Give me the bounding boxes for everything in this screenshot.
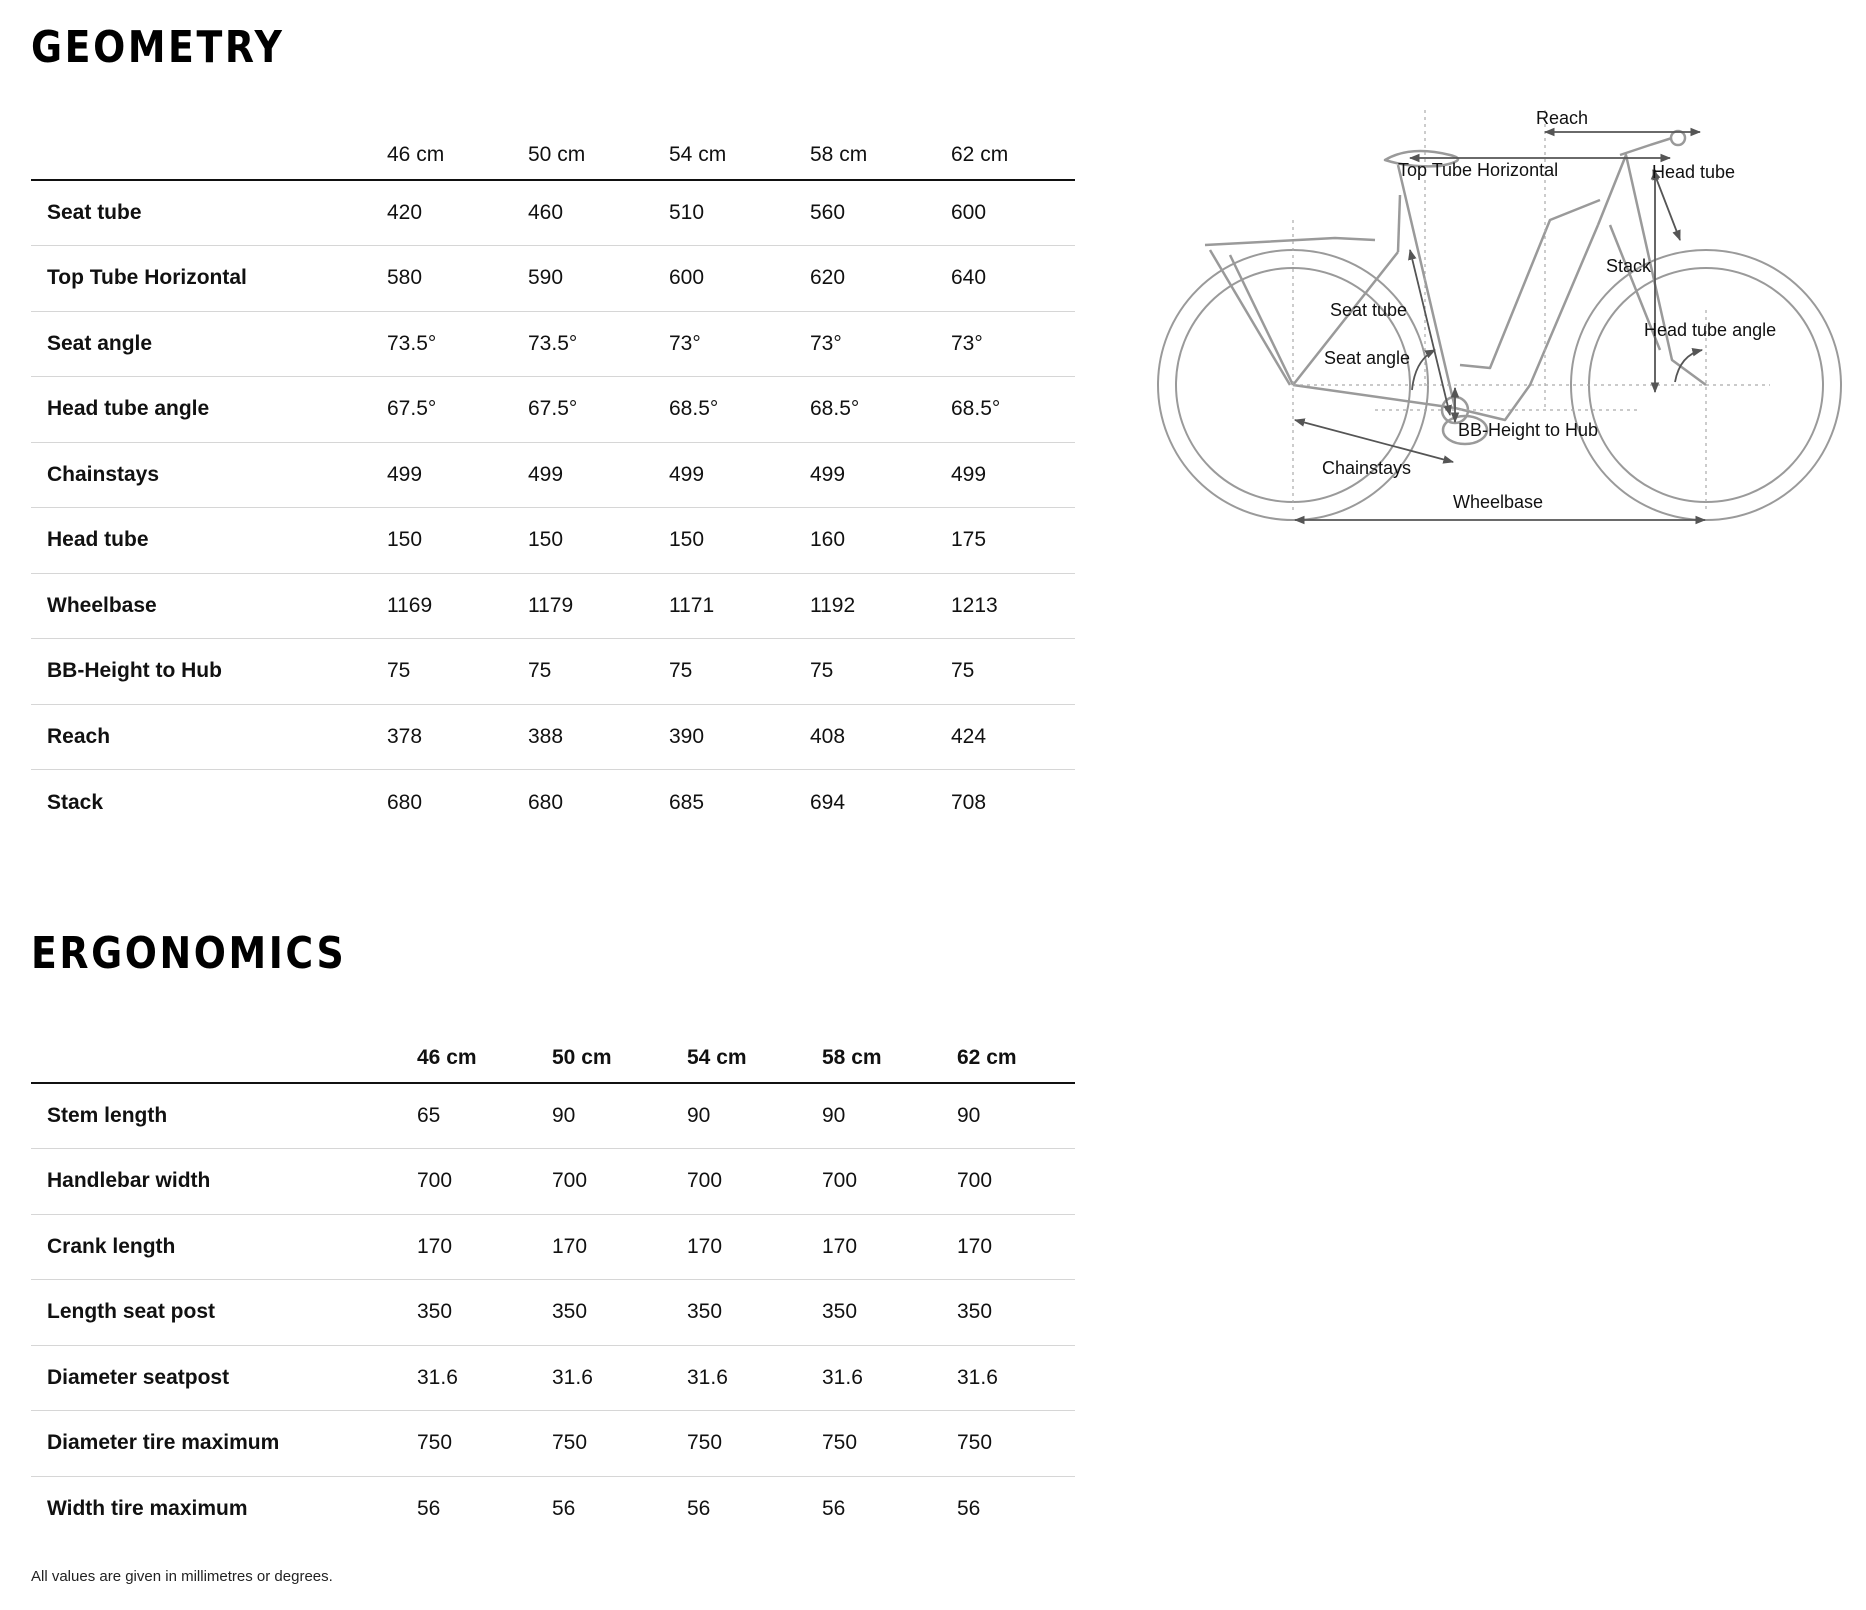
ergonomics-cell: 700	[552, 1149, 687, 1215]
ergonomics-row-label: Stem length	[31, 1083, 417, 1149]
ergonomics-cell: 350	[822, 1280, 957, 1346]
geometry-cell: 73°	[951, 311, 1075, 377]
geometry-row	[31, 704, 1075, 770]
ergonomics-cell: 350	[957, 1280, 1075, 1346]
geometry-row-label: Wheelbase	[31, 573, 387, 639]
geometry-cell: 67.5°	[528, 377, 669, 443]
geometry-cell: 1169	[387, 573, 528, 639]
ergonomics-col-54: 54 cm	[687, 1018, 822, 1083]
ergonomics-cell: 170	[957, 1214, 1075, 1280]
geometry-cell: 75	[810, 639, 951, 705]
geometry-header-row	[31, 115, 1075, 180]
geometry-cell: 73.5°	[528, 311, 669, 377]
geometry-cell: 499	[810, 442, 951, 508]
geometry-cell: 75	[387, 639, 528, 705]
geometry-cell: 73.5°	[387, 311, 528, 377]
ergonomics-col-62: 62 cm	[957, 1018, 1075, 1083]
diagram-label-bb-height: BB-Height to Hub	[1458, 420, 1599, 440]
geometry-row-label: Head tube angle	[31, 377, 387, 443]
geometry-row	[31, 639, 1075, 705]
ergonomics-cell: 56	[552, 1497, 576, 1520]
geometry-col-50: 50 cm	[528, 115, 669, 180]
ergonomics-cell: 31.6	[687, 1345, 822, 1411]
geometry-row-label: Head tube	[31, 508, 387, 574]
ergonomics-row-label: Width tire maximum	[47, 1497, 248, 1520]
ergonomics-cell: 56	[687, 1497, 711, 1520]
geometry-cell: 390	[669, 704, 810, 770]
geometry-cell: 150	[669, 508, 810, 574]
geometry-cell: 160	[810, 508, 951, 574]
ergonomics-cell: 170	[822, 1214, 957, 1280]
geometry-cell: 694	[810, 790, 846, 814]
geometry-cell: 499	[387, 442, 528, 508]
ergonomics-cell: 700	[822, 1149, 957, 1215]
geometry-row-label: Seat tube	[31, 180, 387, 246]
geometry-row-label: Reach	[31, 704, 387, 770]
ergonomics-row	[31, 1345, 1075, 1411]
geometry-cell: 499	[951, 442, 1075, 508]
geometry-cell: 73°	[810, 311, 951, 377]
geometry-cell: 175	[951, 508, 1075, 574]
ergonomics-cell: 170	[687, 1214, 822, 1280]
geometry-cell: 1179	[528, 573, 669, 639]
ergonomics-cell: 750	[552, 1411, 687, 1477]
ergonomics-cell: 90	[687, 1083, 822, 1149]
ergonomics-cell: 350	[552, 1280, 687, 1346]
geometry-cell: 420	[387, 180, 528, 246]
ergonomics-cell: 350	[417, 1280, 552, 1346]
geometry-row	[31, 573, 1075, 639]
geometry-cell: 378	[387, 704, 528, 770]
ergonomics-col-46: 46 cm	[417, 1018, 552, 1083]
geometry-row-label: Chainstays	[31, 442, 387, 508]
geometry-cell: 685	[669, 790, 705, 814]
diagram-label-head-tube-angle: Head tube angle	[1644, 320, 1777, 340]
ergonomics-row	[31, 1214, 1075, 1280]
ergonomics-title: ERGONOMICS	[31, 928, 347, 979]
geometry-cell: 499	[528, 442, 669, 508]
geometry-cell: 680	[387, 790, 423, 814]
ergonomics-cell: 90	[822, 1083, 957, 1149]
geometry-cell: 590	[528, 246, 669, 312]
ergonomics-row	[31, 1411, 1075, 1477]
ergonomics-cell: 700	[957, 1149, 1075, 1215]
diagram-label-wheelbase: Wheelbase	[1453, 492, 1544, 512]
ergonomics-row-label: Length seat post	[31, 1280, 417, 1346]
geometry-row-label: Stack	[47, 790, 104, 814]
geometry-row	[31, 770, 1075, 836]
geometry-header-blank	[31, 115, 387, 180]
geometry-cell: 68.5°	[669, 377, 810, 443]
geometry-row-label: Top Tube Horizontal	[31, 246, 387, 312]
ergonomics-cell: 350	[687, 1280, 822, 1346]
ergonomics-cell: 170	[417, 1214, 552, 1280]
geometry-table	[31, 115, 1075, 835]
diagram-label-chainstays: Chainstays	[1322, 458, 1412, 478]
geometry-cell: 388	[528, 704, 669, 770]
ergonomics-row-label: Diameter seatpost	[31, 1345, 417, 1411]
geometry-cell: 708	[951, 790, 987, 814]
ergonomics-row-label: Crank length	[31, 1214, 417, 1280]
ergonomics-row-label: Diameter tire maximum	[31, 1411, 417, 1477]
geometry-cell: 499	[669, 442, 810, 508]
diagram-label-seat-angle: Seat angle	[1324, 348, 1411, 368]
geometry-cell: 75	[528, 639, 669, 705]
geometry-cell: 75	[669, 639, 810, 705]
ergonomics-cell: 700	[687, 1149, 822, 1215]
geometry-cell: 408	[810, 704, 951, 770]
geometry-cell: 68.5°	[810, 377, 951, 443]
bike-geometry-diagram	[1150, 110, 1850, 540]
ergonomics-cell: 750	[417, 1411, 552, 1477]
ergonomics-cell: 750	[687, 1411, 822, 1477]
geometry-cell: 150	[387, 508, 528, 574]
geometry-cell: 600	[669, 246, 810, 312]
diagram-label-head-tube: Head tube	[1652, 162, 1736, 182]
geometry-row	[31, 311, 1075, 377]
ergonomics-col-50: 50 cm	[552, 1018, 687, 1083]
ergonomics-cell: 56	[417, 1497, 441, 1520]
geometry-row	[31, 377, 1075, 443]
ergonomics-row	[31, 1083, 1075, 1149]
geometry-cell: 1171	[669, 573, 810, 639]
ergonomics-cell: 90	[552, 1083, 687, 1149]
units-footnote: All values are given in millimetres or degrees.	[31, 1568, 333, 1585]
geometry-cell: 640	[951, 246, 1075, 312]
diagram-label-reach: Reach	[1536, 110, 1589, 128]
geometry-cell: 510	[669, 180, 810, 246]
ergonomics-cell: 31.6	[552, 1345, 687, 1411]
geometry-cell: 680	[528, 790, 564, 814]
ergonomics-cell: 750	[957, 1411, 1075, 1477]
geometry-row	[31, 180, 1075, 246]
ergonomics-col-58: 58 cm	[822, 1018, 957, 1083]
geometry-col-46: 46 cm	[387, 115, 528, 180]
geometry-title: GEOMETRY	[31, 22, 285, 73]
geometry-cell: 560	[810, 180, 951, 246]
geometry-cell: 150	[528, 508, 669, 574]
ergonomics-cell: 56	[822, 1497, 846, 1520]
diagram-label-stack: Stack	[1606, 256, 1652, 276]
geometry-cell: 600	[951, 180, 1075, 246]
ergonomics-header-blank	[31, 1018, 417, 1083]
geometry-cell: 1213	[951, 573, 1075, 639]
geometry-row-label: Seat angle	[31, 311, 387, 377]
ergonomics-row-label: Handlebar width	[31, 1149, 417, 1215]
geometry-cell: 68.5°	[951, 377, 1075, 443]
ergonomics-cell: 170	[552, 1214, 687, 1280]
geometry-row	[31, 246, 1075, 312]
geometry-cell: 1192	[810, 573, 951, 639]
ergonomics-header-row	[31, 1018, 1075, 1083]
ergonomics-cell: 90	[957, 1083, 1075, 1149]
geometry-row-label: BB-Height to Hub	[31, 639, 387, 705]
ergonomics-cell: 31.6	[957, 1345, 1075, 1411]
geometry-col-54: 54 cm	[669, 115, 810, 180]
geometry-col-62: 62 cm	[951, 115, 1075, 180]
ergonomics-cell: 65	[417, 1083, 552, 1149]
ergonomics-cell: 31.6	[822, 1345, 957, 1411]
geometry-cell: 73°	[669, 311, 810, 377]
geometry-cell: 580	[387, 246, 528, 312]
ergonomics-row	[31, 1149, 1075, 1215]
ergonomics-cell: 750	[822, 1411, 957, 1477]
diagram-label-seat-tube: Seat tube	[1330, 300, 1408, 320]
ergonomics-cell: 56	[957, 1497, 981, 1520]
ergonomics-cell: 31.6	[417, 1345, 552, 1411]
ergonomics-cell: 700	[417, 1149, 552, 1215]
geometry-cell: 620	[810, 246, 951, 312]
geometry-cell: 67.5°	[387, 377, 528, 443]
ergonomics-table	[31, 1018, 1075, 1542]
geometry-cell: 424	[951, 704, 1075, 770]
ergonomics-row	[31, 1476, 1075, 1542]
geometry-row	[31, 508, 1075, 574]
diagram-label-top-tube: Top Tube Horizontal	[1398, 160, 1559, 180]
geometry-col-58: 58 cm	[810, 115, 951, 180]
geometry-cell: 75	[951, 639, 1075, 705]
geometry-row	[31, 442, 1075, 508]
geometry-cell: 460	[528, 180, 669, 246]
ergonomics-row	[31, 1280, 1075, 1346]
